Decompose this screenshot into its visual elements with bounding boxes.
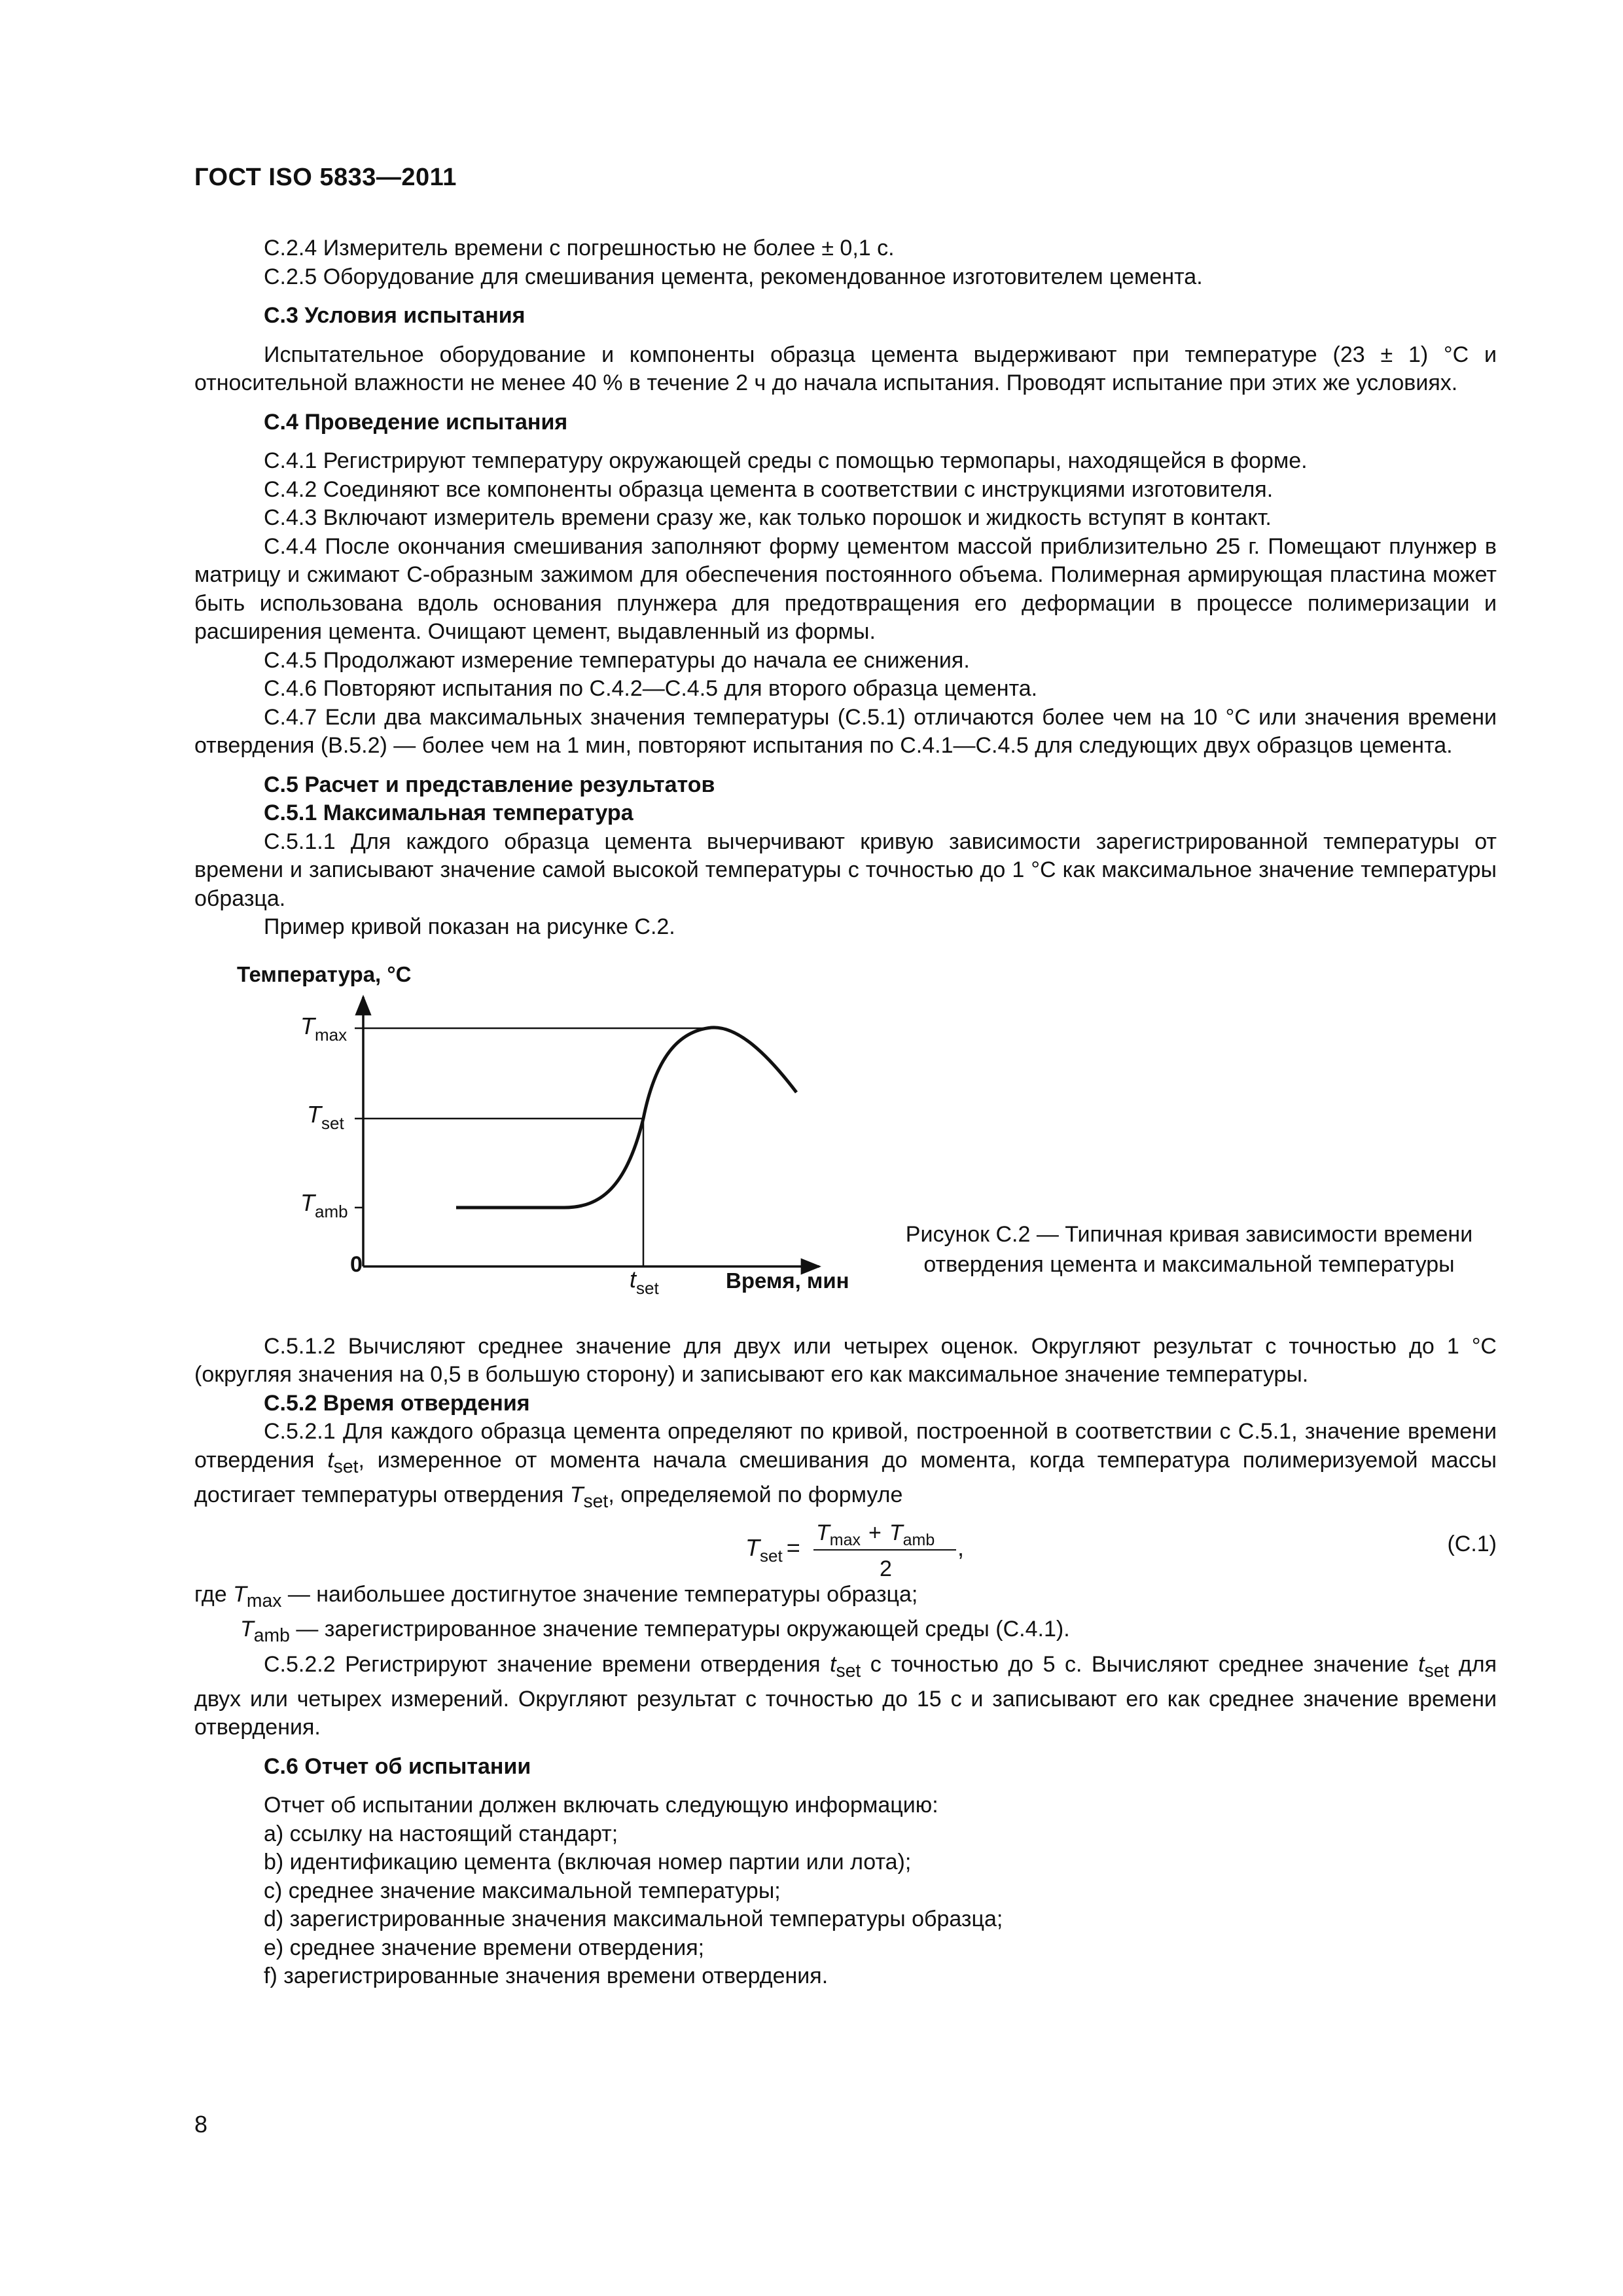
clause-c-5-1-2: С.5.1.2 Вычисляют среднее значение для двух или четырех оценок. Округляют результат с точностью до 1 °С (округляя значения на 0,5 в большую сторону) и записывают его как максимальное значение температуры. (194, 1333, 1497, 1387)
legend-tmax: где $T_{max}$ — наибольшее достигнутое значение температуры образца; (194, 1582, 918, 1611)
figure-reference: Пример кривой показан на рисунке С.2. (264, 914, 675, 939)
subsection-heading-c-5-1: С.5.1 Максимальная температура (264, 800, 633, 825)
section-heading-c-3: С.3 Условия испытания (264, 303, 526, 328)
svg-text:Tmax+Tamb: $T_{max} + T_{amb}$ (816, 1520, 935, 1550)
list-item: b) идентификацию цемента (включая номер партии или лота); (264, 1850, 912, 1875)
clause-c-4-5: С.4.5 Продолжают измерение температуры до начала ее снижения. (264, 647, 970, 673)
formula-number: (С.1) (1447, 1532, 1497, 1557)
clause-c-4-3: С.4.3 Включают измеритель времени сразу же, как только порошок и жидкость вступят в контакт. (264, 505, 1272, 530)
legend-tamb: $T_{amb}$ — зарегистрированное значение температуры окружающей среды (С.4.1). (240, 1617, 1070, 1647)
svg-text:Tset=: $T_{set}$ = (745, 1534, 800, 1566)
clause-c-3-text: Испытательное оборудование и компоненты образца цемента выдерживают при температуре (23 ± 1) °С и относительной влажности не менее 40 % в течение 2 ч до начала испытания. Проводят испытание при этих же условиях. (194, 342, 1497, 395)
document-body (194, 234, 1497, 1991)
svg-text:2: 2 (880, 1556, 892, 1581)
section-heading-c-4: С.4 Проведение испытания (264, 409, 568, 435)
section-heading-c-5: С.5 Расчет и представление результатов (264, 772, 715, 797)
clause-c-2-4: С.2.4 Измеритель времени с погрешностью не более ± 0,1 с. (264, 236, 895, 260)
clause-c-6-text: Отчет об испытании должен включать следующую информацию: (264, 1793, 938, 1818)
clause-c-4-1: С.4.1 Регистрируют температуру окружающей среды с помощью термопары, находящейся в форме. (264, 448, 1308, 473)
x-axis-label: Время, мин (726, 1268, 849, 1293)
clause-c-4-7: С.4.7 Если два максимальных значения температуры (С.5.1) отличаются более чем на 10 °С или значения времени отвердения (В.5.2) — более чем на 1 мин, повторяют испытания по С.4.1—С.4.5 для следующих двух образцов цемента. (194, 704, 1497, 758)
clause-c-5-1-1: С.5.1.1 Для каждого образца цемента вычерчивают кривую зависимости зарегистрированной температуры от времени и записывают значение самой высокой температуры с точностью до 1 °С как максимальное значение температуры образца. (194, 829, 1497, 911)
clause-c-4-6: С.4.6 Повторяют испытания по С.4.2—С.4.5 для второго образца цемента. (264, 676, 1038, 701)
figure-caption-line-1: Рисунок С.2 — Типичная кривая зависимости времени (905, 1221, 1473, 1247)
clause-c-2-5: С.2.5 Оборудование для смешивания цемента, рекомендованное изготовителем цемента. (264, 264, 1203, 289)
list-item: f) зарегистрированные значения времени отвердения. (264, 1964, 829, 1989)
formula-c-1 (194, 1518, 1497, 1581)
tamb-label: $T_{amb}$ (300, 1189, 348, 1221)
formula-expression (745, 1518, 1033, 1581)
tset-x-label: $t_{set}$ (630, 1265, 659, 1298)
clause-c-4-2: С.4.2 Соединяют все компоненты образца цемента в соответствии с инструкциями изготовителя. (264, 476, 1274, 502)
figure-c-2 (194, 959, 1497, 1322)
clause-c-5-2-1: С.5.2.1 Для каждого образца цемента определяют по кривой, построенной в соответствии с С.5.1, значение времени отвердения $t_{set}$, измеренное от момента начала смешивания до момента, когда температура полимеризуемой массы достигает температуры отвердения $T_{set}$, определяемой по формуле (194, 1419, 1497, 1512)
document-header: ГОСТ ISO 5833—2011 (194, 164, 457, 191)
list-item: c) среднее значение максимальной температуры; (264, 1878, 781, 1903)
tset-label: $T_{set}$ (307, 1100, 344, 1133)
list-item: d) зарегистрированные значения максимальной температуры образца; (264, 1907, 1003, 1932)
page-number: 8 (194, 2111, 208, 2138)
tmax-label: $T_{max}$ (300, 1012, 348, 1045)
y-axis-label: Температура, °С (237, 961, 412, 986)
clause-c-4-4: С.4.4 После окончания смешивания заполняют форму цементом массой приблизительно 25 г. Помещают плунжер в матрицу и сжимают С-образным зажимом для обеспечения постоянного объема. Полимерная армирующая пластина может быть использована вдоль основания плунжера для предотвращения его деформации в процессе полимеризации и расширения цемента. Очищают цемент, выдавленный из формы. (194, 533, 1497, 644)
list-item: e) среднее значение времени отвердения; (264, 1935, 705, 1960)
clause-c-5-2-2: С.5.2.2 Регистрируют значение времени отвердения $t_{set}$ с точностью до 5 с. Вычисляют среднее значение $t_{set}$ для двух или четырех измерений. Округляют результат с точностью до 15 с и записывают его как среднее значение времени отвердения. (194, 1651, 1497, 1740)
figure-caption (875, 1219, 1503, 1280)
svg-text:,: , (957, 1534, 965, 1562)
subsection-heading-c-5-2: С.5.2 Время отвердения (264, 1390, 530, 1416)
section-heading-c-6: С.6 Отчет об испытании (264, 1753, 531, 1779)
temperature-curve (456, 1027, 796, 1207)
figure-caption-line-2: отвердения цемента и максимальной температуры (923, 1251, 1455, 1277)
origin-label: 0 (350, 1251, 363, 1277)
list-item: a) ссылку на настоящий стандарт; (264, 1821, 618, 1846)
